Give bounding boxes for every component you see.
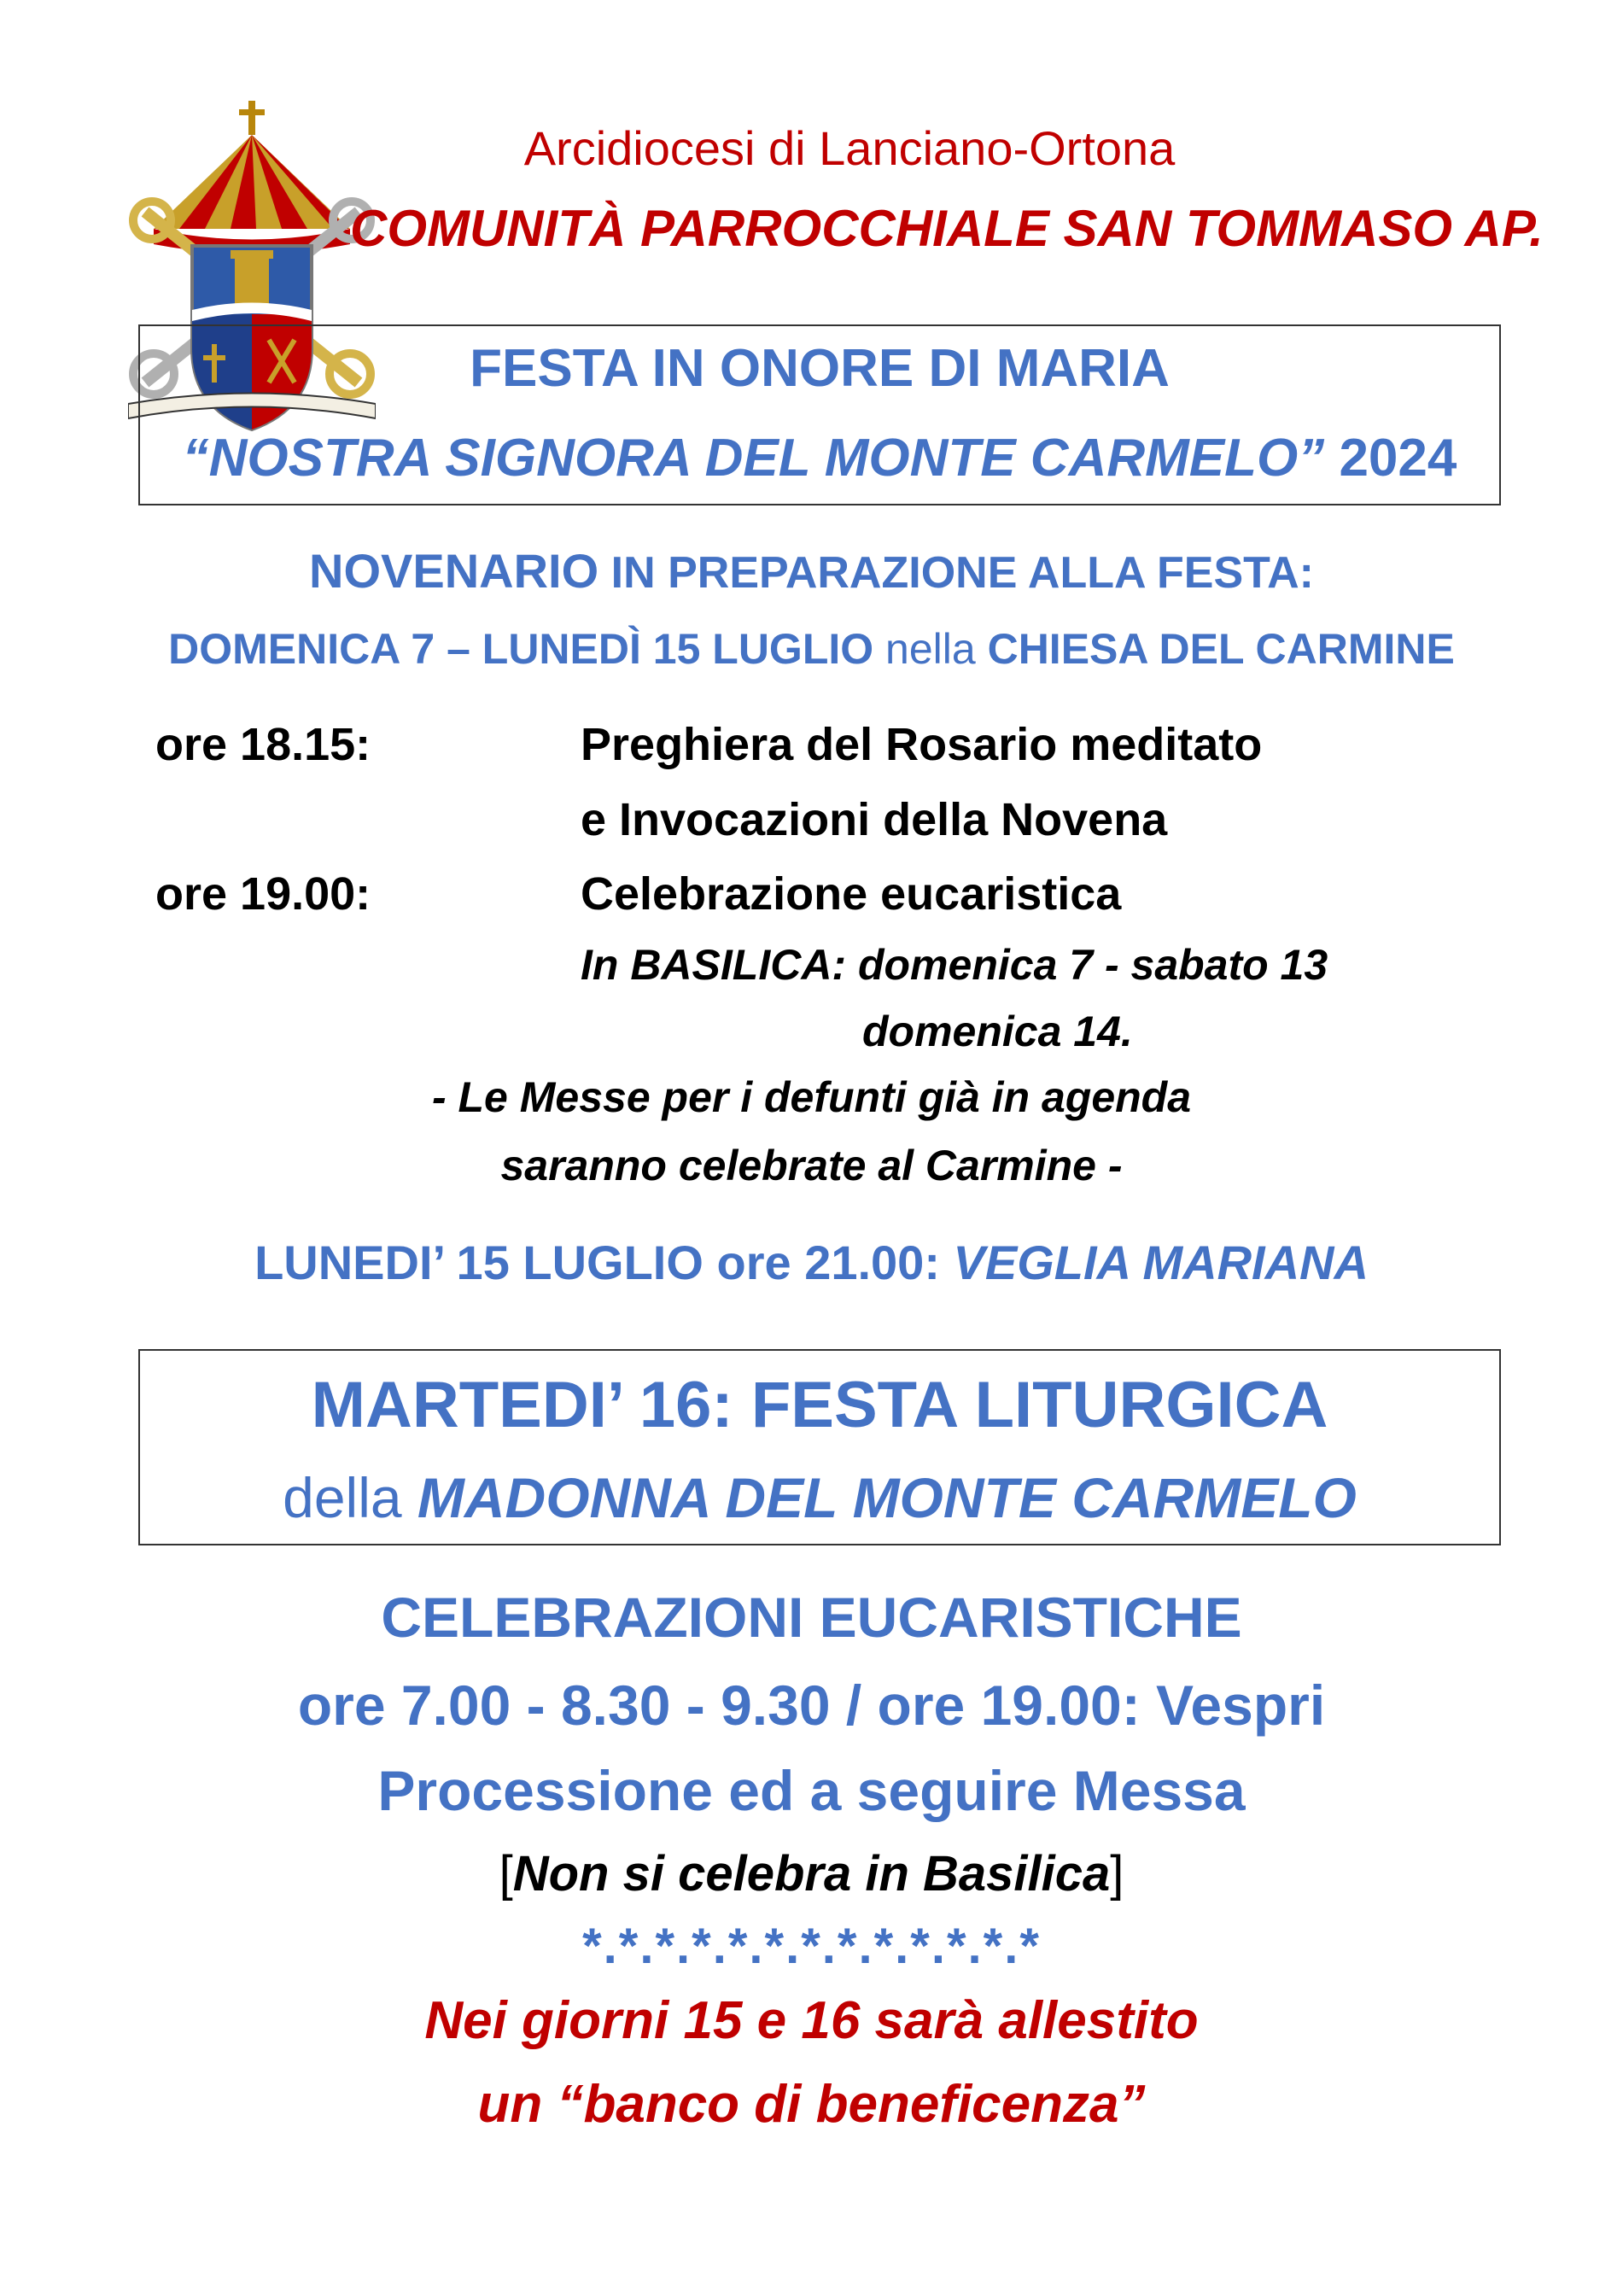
- messe-note-line-2: saranno celebrate al Carmine -: [500, 1142, 1123, 1189]
- basilica-exclusion: [0, 1844, 1623, 1904]
- feast-box-prefix: della: [283, 1466, 417, 1529]
- schedule-item-1-line-2: e Invocazioni della Novena: [581, 794, 1168, 845]
- community-name: COMUNITÀ PARROCCHIALE SAN TOMMASO AP.: [350, 200, 1544, 257]
- schedule-time-2: ore 19.00:: [155, 868, 371, 920]
- veglia-date: LUNEDI’ 15 LUGLIO ore 21.00:: [254, 1236, 954, 1289]
- novenario-dates: [0, 623, 1623, 675]
- celebrations-title: CELEBRAZIONI EUCARISTICHE: [381, 1586, 1242, 1649]
- schedule-time-1: ore 18.15:: [155, 719, 371, 770]
- schedule-item-2-line-1: Celebrazione eucaristica: [581, 868, 1122, 920]
- feast-box-subtitle: [138, 1464, 1501, 1532]
- separator: *.*.*.*.*.*.*.*.*.*.*.*.*: [582, 1919, 1041, 1974]
- feast-box-title: MARTEDI’ 16: FESTA LITURGICA: [311, 1369, 1328, 1441]
- veglia-line: [0, 1234, 1623, 1291]
- bracket-open: [: [499, 1846, 513, 1902]
- feast-subtitle: [138, 427, 1501, 490]
- novenario-word: NOVENARIO: [309, 544, 599, 598]
- novenario-heading: [0, 542, 1623, 599]
- bracket-close: ]: [1110, 1846, 1124, 1902]
- novenario-date-range: DOMENICA 7 – LUNEDÌ 15 LUGLIO: [168, 625, 874, 673]
- veglia-name: VEGLIA MARIANA: [953, 1236, 1369, 1289]
- novenario-rest: IN PREPARAZIONE ALLA FESTA:: [598, 548, 1314, 598]
- basilica-exclusion-text: Non si celebra in Basilica: [512, 1846, 1111, 1902]
- basilica-note-line-1: In BASILICA: domenica 7 - sabato 13: [581, 941, 1328, 989]
- messe-note-line-1: - Le Messe per i defunti già in agenda: [431, 1073, 1192, 1121]
- schedule-item-1-line-1: Preghiera del Rosario meditato: [581, 719, 1263, 770]
- feast-box-name: MADONNA DEL MONTE CARMELO: [417, 1466, 1357, 1529]
- feast-subtitle-name: “NOSTRA SIGNORA DEL MONTE CARMELO”: [182, 429, 1325, 488]
- feast-year: 2024: [1339, 429, 1457, 488]
- celebrations-procession: Processione ed a seguire Messa: [377, 1759, 1246, 1822]
- novenario-nella: nella: [873, 625, 988, 673]
- feast-title: FESTA IN ONORE DI MARIA: [470, 339, 1170, 398]
- diocese-name: Arcidiocesi di Lanciano-Ortona: [523, 121, 1176, 175]
- charity-line-2: un “banco di beneficenza”: [477, 2075, 1146, 2134]
- charity-line-1: Nei giorni 15 e 16 sarà allestito: [424, 1991, 1199, 2050]
- novenario-place: CHIESA DEL CARMINE: [987, 625, 1455, 673]
- basilica-note-line-2: domenica 14.: [862, 1008, 1133, 1055]
- celebrations-times: ore 7.00 - 8.30 - 9.30 / ore 19.00: Vespri: [297, 1674, 1326, 1737]
